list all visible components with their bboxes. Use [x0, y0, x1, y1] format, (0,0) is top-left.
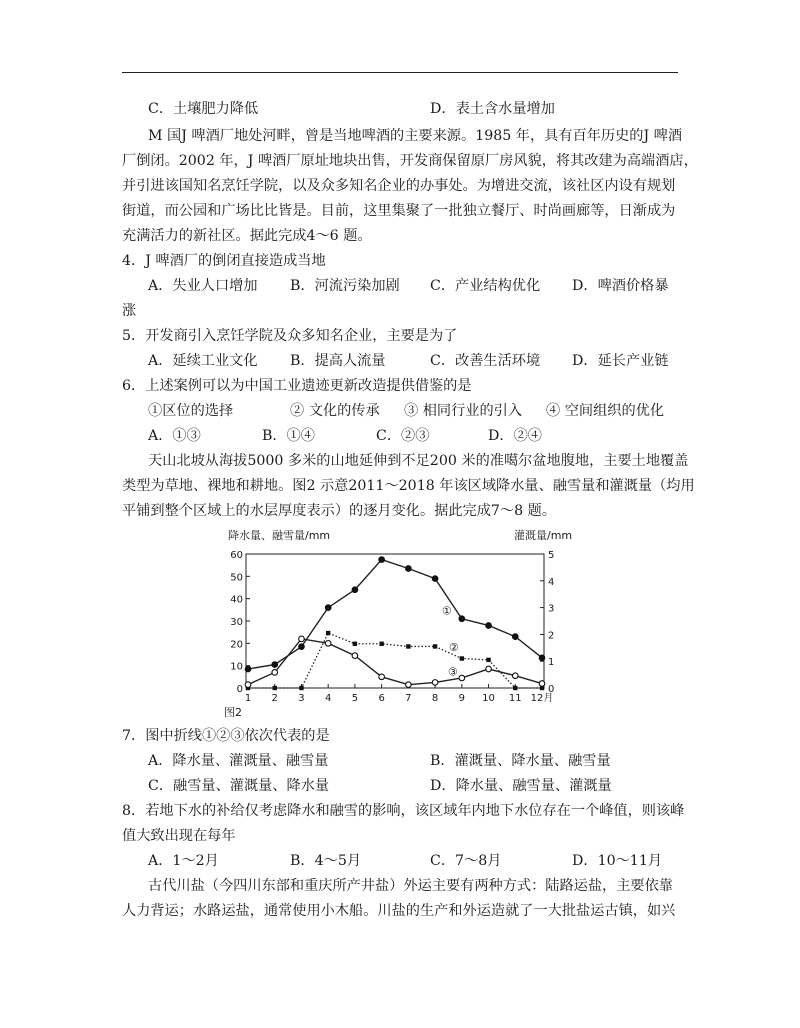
x-tick-label: 4 — [324, 693, 332, 704]
passage-line: 平铺到整个区域上的水层厚度表示）的逐月变化。据此完成7～8 题。 — [122, 503, 557, 519]
series-3-point — [379, 674, 385, 680]
x-tick-label: 3 — [298, 693, 305, 704]
series-2-point — [406, 644, 410, 648]
q4-option-d: D．啤酒价格暴 — [572, 278, 669, 294]
passage-line: 古代川盐（今四川东部和重庆所产井盐）外运主要有两种方式：陆路运盐，主要依靠 — [148, 878, 673, 894]
q5-option-d: D．延长产业链 — [572, 353, 669, 369]
series-1-point — [459, 616, 465, 622]
series-2-point — [460, 656, 464, 660]
q7-option-a: A．降水量、灌溉量、融雪量 — [148, 753, 329, 769]
chart-axes — [230, 550, 554, 704]
q5-option-a: A．延续工业文化 — [148, 353, 258, 369]
series-2-label: ② — [448, 641, 459, 655]
q7-option-c: C．融雪量、灌溉量、降水量 — [148, 778, 330, 794]
series-2-point — [326, 631, 330, 635]
y-left-tick-label: 10 — [230, 661, 243, 673]
q4-option-d-wrap: 涨 — [122, 303, 137, 319]
q5-option-c: C．改善生活环境 — [430, 353, 541, 369]
series-line-2 — [248, 633, 542, 688]
y-left-tick-label: 0 — [236, 684, 243, 695]
q8-option-a: A．1～2月 — [148, 853, 219, 869]
question-7-stem: 7．图中折线①②③依次代表的是 — [122, 728, 330, 744]
y-right-tick-label: 2 — [548, 630, 555, 642]
q6-option-b: B．①④ — [262, 428, 315, 444]
x-tick-label: 9 — [458, 693, 466, 704]
series-3-point — [459, 675, 465, 681]
header-rule — [122, 72, 678, 73]
q7-option-d: D．降水量、融雪量、灌溉量 — [430, 778, 612, 794]
q8-option-b: B．4～5月 — [290, 853, 362, 869]
q6-option-c: C．②③ — [376, 428, 430, 444]
q6-option-a: A．①③ — [148, 428, 201, 444]
q7-option-b: B．灌溉量、降水量、融雪量 — [430, 753, 611, 769]
prev-option-d: D．表土含水量增加 — [430, 101, 555, 117]
series-2-point — [379, 642, 383, 646]
passage-line: 天山北坡从海拔5000 多米的山地延伸到不足200 米的准噶尔盆地腹地，主要土地覆盖 — [148, 453, 689, 469]
q6-statement-3: ③ 相同行业的引入 — [404, 403, 523, 419]
series-2-point — [353, 642, 357, 646]
passage-line: 街道，而公园和广场比比皆是。目前，这里集聚了一批独立餐厅、时尚画廊等，日渐成为 — [122, 203, 676, 219]
x-tick-label: 10 — [482, 693, 495, 704]
series-1-point — [299, 644, 305, 650]
question-4-stem: 4．J 啤酒厂的倒闭直接造成当地 — [122, 253, 326, 269]
series-3-label: ③ — [447, 665, 458, 679]
series-1-point — [432, 576, 438, 582]
series-2-point — [486, 658, 490, 662]
figure-2-chart — [224, 526, 584, 722]
y-axis-left-label: 降水量、融雪量/mm — [228, 529, 331, 542]
q6-statement-4: ④ 空间组织的优化 — [546, 403, 665, 419]
y-left-tick-label: 20 — [230, 639, 243, 651]
series-3-point — [486, 666, 492, 672]
q8-option-d: D．10～11月 — [572, 853, 663, 869]
y-right-tick-label: 1 — [548, 657, 555, 669]
q8-option-c: C．7～8月 — [430, 853, 502, 869]
series-3-point — [539, 681, 545, 687]
passage-line: 类型为草地、裸地和耕地。图2 示意2011～2018 年该区域降水量、融雪量和灌溉量（均用 — [122, 478, 695, 494]
y-left-tick-label: 40 — [230, 594, 243, 606]
series-3-point — [432, 680, 438, 686]
y-left-tick-label: 60 — [230, 550, 243, 561]
x-tick-label: 2 — [271, 693, 278, 704]
y-right-tick-label: 5 — [548, 550, 555, 561]
passage-line: 厂倒闭。2002 年，J 啤酒厂原址地块出售，开发商保留原厂房风貌，将其改建为高端酒店， — [122, 153, 698, 169]
series-1-point — [325, 605, 331, 611]
series-1-point — [272, 662, 278, 668]
plot-frame — [246, 554, 544, 688]
y-axis-right-label: 灌溉量/mm — [514, 529, 573, 542]
series-1-point — [379, 557, 385, 563]
series-line-1 — [248, 560, 542, 669]
y-left-tick-label: 30 — [230, 617, 243, 628]
chart-series — [245, 557, 545, 690]
figure-label: 图2 — [224, 706, 242, 719]
x-tick-label: 7 — [405, 693, 412, 704]
x-tick-label: 12月 — [530, 693, 554, 704]
question-5-stem: 5．开发商引入烹饪学院及众多知名企业，主要是为了 — [122, 328, 458, 344]
q4-option-b: B．河流污染加剧 — [290, 278, 400, 294]
x-tick-label: 5 — [351, 693, 359, 704]
series-3-point — [512, 673, 518, 679]
series-3-point — [272, 670, 278, 676]
series-3-point — [352, 653, 358, 659]
prev-option-c: C．土壤肥力降低 — [148, 101, 259, 117]
series-line-3 — [248, 639, 542, 685]
series-2-point — [513, 686, 517, 690]
q6-statement-2: ② 文化的传承 — [290, 403, 380, 419]
y-left-tick-label: 50 — [230, 572, 243, 584]
question-8-stem-cont: 值大致出现在每年 — [122, 828, 236, 844]
y-right-tick-label: 0 — [548, 684, 555, 695]
question-6-stem: 6．上述案例可以为中国工业遗迹更新改造提供借鉴的是 — [122, 378, 472, 394]
passage-line: 并引进该国知名烹饪学院，以及众多知名企业的办事处。为增进交流，该社区内设有规划 — [122, 178, 676, 194]
q5-option-b: B．提高人流量 — [290, 353, 386, 369]
series-3-point — [245, 682, 251, 688]
passage-line: 充满活力的新社区。据此完成4～6 题。 — [122, 228, 372, 244]
question-8-stem: 8．若地下水的补给仅考虑降水和融雪的影响，该区域年内地下水位存在一个峰值，则该峰 — [122, 803, 685, 819]
q4-option-c: C．产业结构优化 — [430, 278, 541, 294]
passage-line: 人力背运；水路运盐，通常使用小木船。川盐的生产和外运造就了一大批盐运古镇，如兴 — [122, 903, 676, 919]
q6-option-d: D．②④ — [488, 428, 542, 444]
series-1-point — [486, 623, 492, 629]
x-tick-label: 1 — [244, 693, 252, 704]
x-tick-label: 11 — [508, 693, 522, 704]
series-1-label: ① — [441, 604, 452, 618]
series-3-point — [325, 641, 331, 647]
passage-line: M 国J 啤酒厂地处河畔，曾是当地啤酒的主要来源。1985 年，具有百年历史的J 啤酒 — [148, 128, 683, 144]
q4-option-a: A．失业人口增加 — [148, 278, 258, 294]
y-right-tick-label: 4 — [548, 576, 555, 588]
series-3-point — [406, 682, 412, 688]
y-right-tick-label: 3 — [548, 603, 555, 615]
series-1-point — [512, 634, 518, 640]
series-1-point — [245, 666, 251, 672]
series-1-point — [539, 655, 545, 661]
x-tick-label: 8 — [431, 693, 439, 704]
series-2-point — [273, 686, 277, 690]
series-1-point — [406, 566, 412, 572]
q6-statement-1: ①区位的选择 — [148, 403, 234, 419]
series-2-point — [433, 644, 437, 648]
series-3-point — [299, 636, 305, 642]
series-1-point — [352, 587, 358, 593]
series-2-point — [299, 686, 303, 690]
x-tick-label: 6 — [378, 693, 385, 704]
